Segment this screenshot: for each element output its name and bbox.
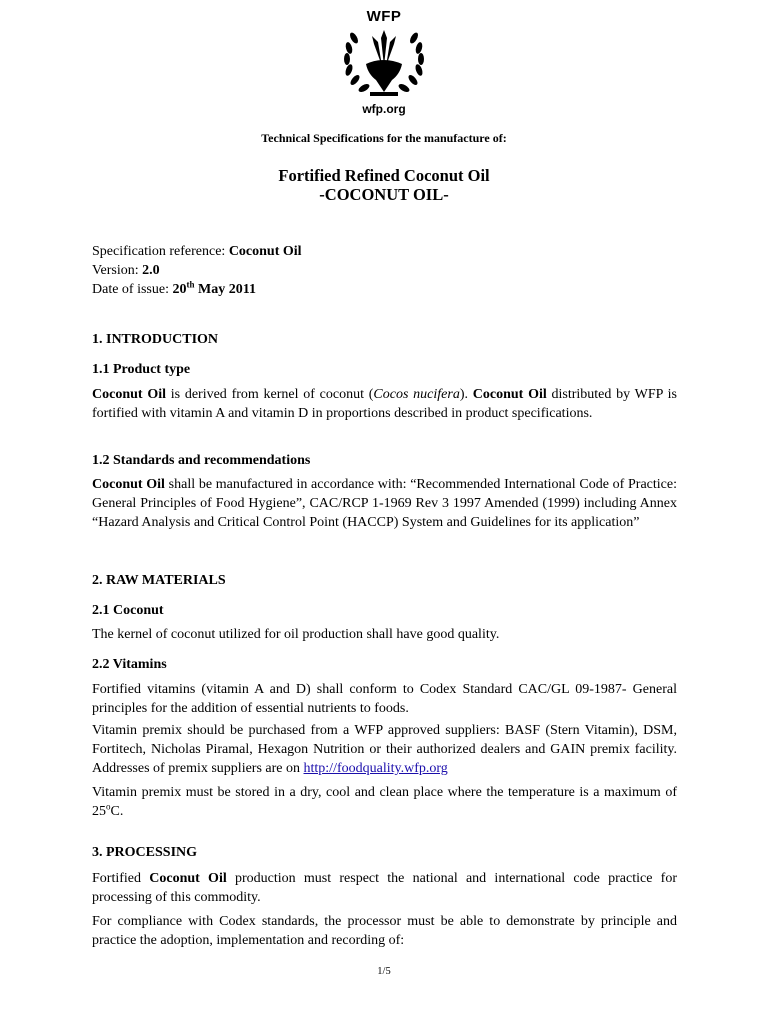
text-run: Fortified [92, 871, 150, 886]
text-run: C. [110, 804, 124, 819]
text-run: distributed by WFP is fortified with vitamin A and vitamin D in proportions described in product specifications. [92, 387, 678, 421]
logo-org-name: WFP [366, 8, 402, 25]
section-2-2-paragraph-3 [92, 783, 677, 821]
text-run: ). [459, 387, 473, 402]
section-3-paragraph-1 [92, 869, 677, 907]
spec-version-value: 2.0 [142, 263, 160, 278]
latin-name: Cocos nucifera [373, 387, 460, 402]
page-number: 1/5 [377, 966, 391, 977]
text-run: Vitamin premix should be purchased from a WFP approved suppliers: BASF (Stern Vitamin), DSM, Fortitech, Nicholas Piramal, Hexagon Nutrition or their authorized dealers and GAIN premix facility. Addresses of premix suppliers are on [92, 723, 677, 776]
section-1-heading: 1. INTRODUCTION [92, 332, 219, 347]
document-title-sub: -COCONUT OIL- [319, 185, 449, 204]
document-subtitle: Technical Specifications for the manufacture of: [261, 131, 507, 145]
section-3-heading: 3. PROCESSING [92, 845, 198, 860]
section-2-heading: 2. RAW MATERIALS [92, 573, 226, 588]
section-1-2-paragraph [92, 475, 677, 532]
section-2-2-heading: 2.2 Vitamins [92, 657, 167, 672]
text-run: production must respect the national and international code practice for processing of this commodity. [92, 871, 677, 905]
term-coconut-oil: Coconut Oil [472, 387, 547, 402]
section-2-2-paragraph-2 [92, 721, 677, 778]
text-run: shall be manufactured in accordance with: “Recommended International Code of Practice: General Principles of Food Hygiene”, CAC/RCP 1-1969 Rev 3 1997 Amended (1999) including Annex “Hazard Analysis and Critical Control Point (HACCP) System and Guidelines for its application” [92, 477, 677, 530]
term-coconut-oil: Coconut Oil [92, 477, 165, 492]
section-1-2-heading: 1.2 Standards and recommendations [92, 453, 311, 468]
section-3-paragraph-2: For compliance with Codex standards, the processor must be able to demonstrate by principle and practice the adoption, implementation and recording of: [92, 914, 677, 948]
wfp-logo [334, 8, 434, 118]
degree-symbol: o [106, 801, 111, 812]
section-2-1-heading: 2.1 Coconut [92, 603, 164, 618]
section-2-2-paragraph-1: Fortified vitamins (vitamin A and D) shall conform to Codex Standard CAC/GL 09-1987- General principles for the addition of essential nutrients to foods. [92, 682, 677, 716]
logo-url: wfp.org [362, 102, 406, 116]
term-coconut-oil: Coconut Oil [149, 871, 227, 886]
spec-reference-value: Coconut Oil [228, 244, 302, 259]
spec-date-day: 20 [172, 282, 187, 297]
text-run: is derived from kernel of coconut ( [165, 387, 374, 402]
term-coconut-oil: Coconut Oil [92, 387, 166, 402]
spec-version-label: Version: [92, 263, 143, 278]
section-2-1-paragraph: The kernel of coconut utilized for oil production shall have good quality. [92, 627, 500, 642]
premix-suppliers-link[interactable]: http://foodquality.wfp.org [303, 761, 448, 776]
section-1-1-paragraph [92, 385, 677, 423]
document-title: Fortified Refined Coconut Oil [278, 166, 490, 185]
text-run: Vitamin premix must be stored in a dry, cool and clean place where the temperature is a maximum of 25 [92, 785, 677, 819]
spec-date [92, 280, 677, 299]
spec-date-rest: May 2011 [194, 282, 256, 297]
spec-date-label: Date of issue: [92, 282, 173, 297]
spec-version [92, 261, 677, 280]
section-1-1-heading: 1.1 Product type [92, 362, 191, 377]
spec-reference-label: Specification reference: [92, 244, 229, 259]
spec-date-suffix: th [186, 279, 195, 290]
spec-reference [92, 242, 677, 261]
